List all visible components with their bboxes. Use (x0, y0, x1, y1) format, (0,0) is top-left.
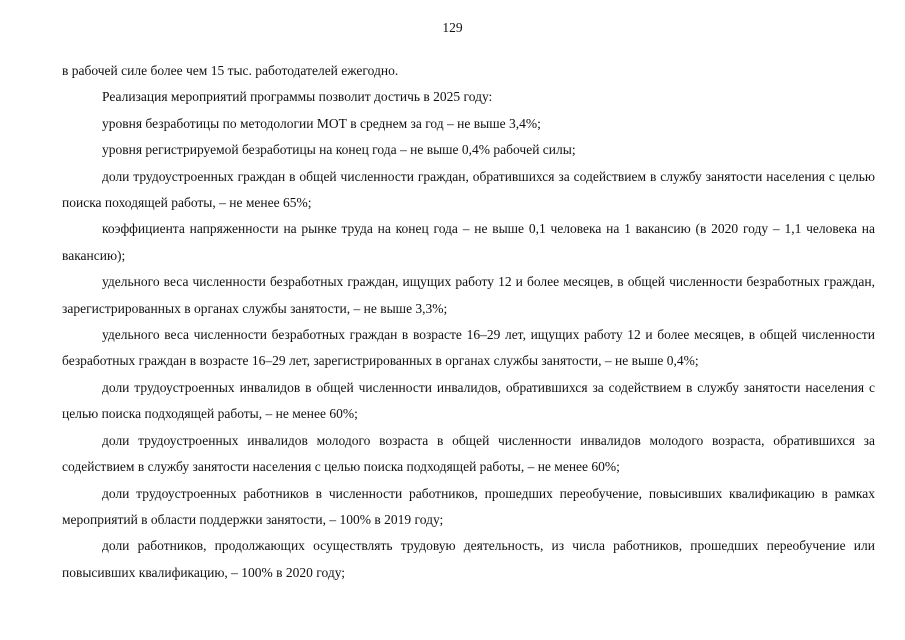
paragraph: уровня регистрируемой безработицы на конец года – не выше 0,4% рабочей силы; (102, 142, 576, 158)
paragraph: в рабочей силе более чем 15 тыс. работодателей ежегодно. (62, 63, 399, 78)
paragraph: удельного веса численности безработных граждан в возрасте 16–29 лет, ищущих работу 12 и более месяцев, в общей численности безработных граждан в возрасте 16–29 лет, зарегистрированных в органах службы занятости, – не выше 0,4%; (62, 327, 875, 369)
paragraph: коэффициента напряженности на рынке труда на конец года – не выше 0,1 человека на 1 вакансию (в 2020 году – 1,1 человека на вакансию); (62, 221, 875, 263)
paragraph: доли трудоустроенных граждан в общей численности граждан, обратившихся за содействием в службу занятости населения с целью поиска походящей работы, – не менее 65%; (62, 168, 875, 211)
paragraph: доли трудоустроенных работников в численности работников, прошедших переобучение, повысивших квалификацию в рамках мероприятий в области поддержки занятости, – 100% в 2019 году; (62, 485, 875, 527)
paragraph: доли трудоустроенных инвалидов молодого возраста в общей численности инвалидов молодого возраста, обратившихся за содействием в службу занятости населения с целью поиска подходящей работы, – не менее 60%; (62, 432, 875, 475)
paragraph: Реализация мероприятий программы позволит достичь в 2025 году: (102, 89, 493, 105)
paragraph: удельного веса численности безработных граждан, ищущих работу 12 и более месяцев, в общей численности безработных граждан, зарегистрированных в органах службы занятости, – не выше 3,3%; (62, 274, 875, 316)
paragraph: доли трудоустроенных инвалидов в общей численности инвалидов, обратившихся за содействием в службу занятости населения с целью поиска подходящей работы, – не менее 60%; (62, 379, 875, 422)
page-number: 129 (442, 20, 463, 35)
paragraph: доли работников, продолжающих осуществлять трудовую деятельность, из числа работников, прошедших переобучение или повысивших квалификацию, – 100% в 2020 году; (62, 538, 875, 580)
paragraph: уровня безработицы по методологии МОТ в среднем за год – не выше 3,4%; (102, 115, 541, 131)
document-body (62, 58, 875, 586)
